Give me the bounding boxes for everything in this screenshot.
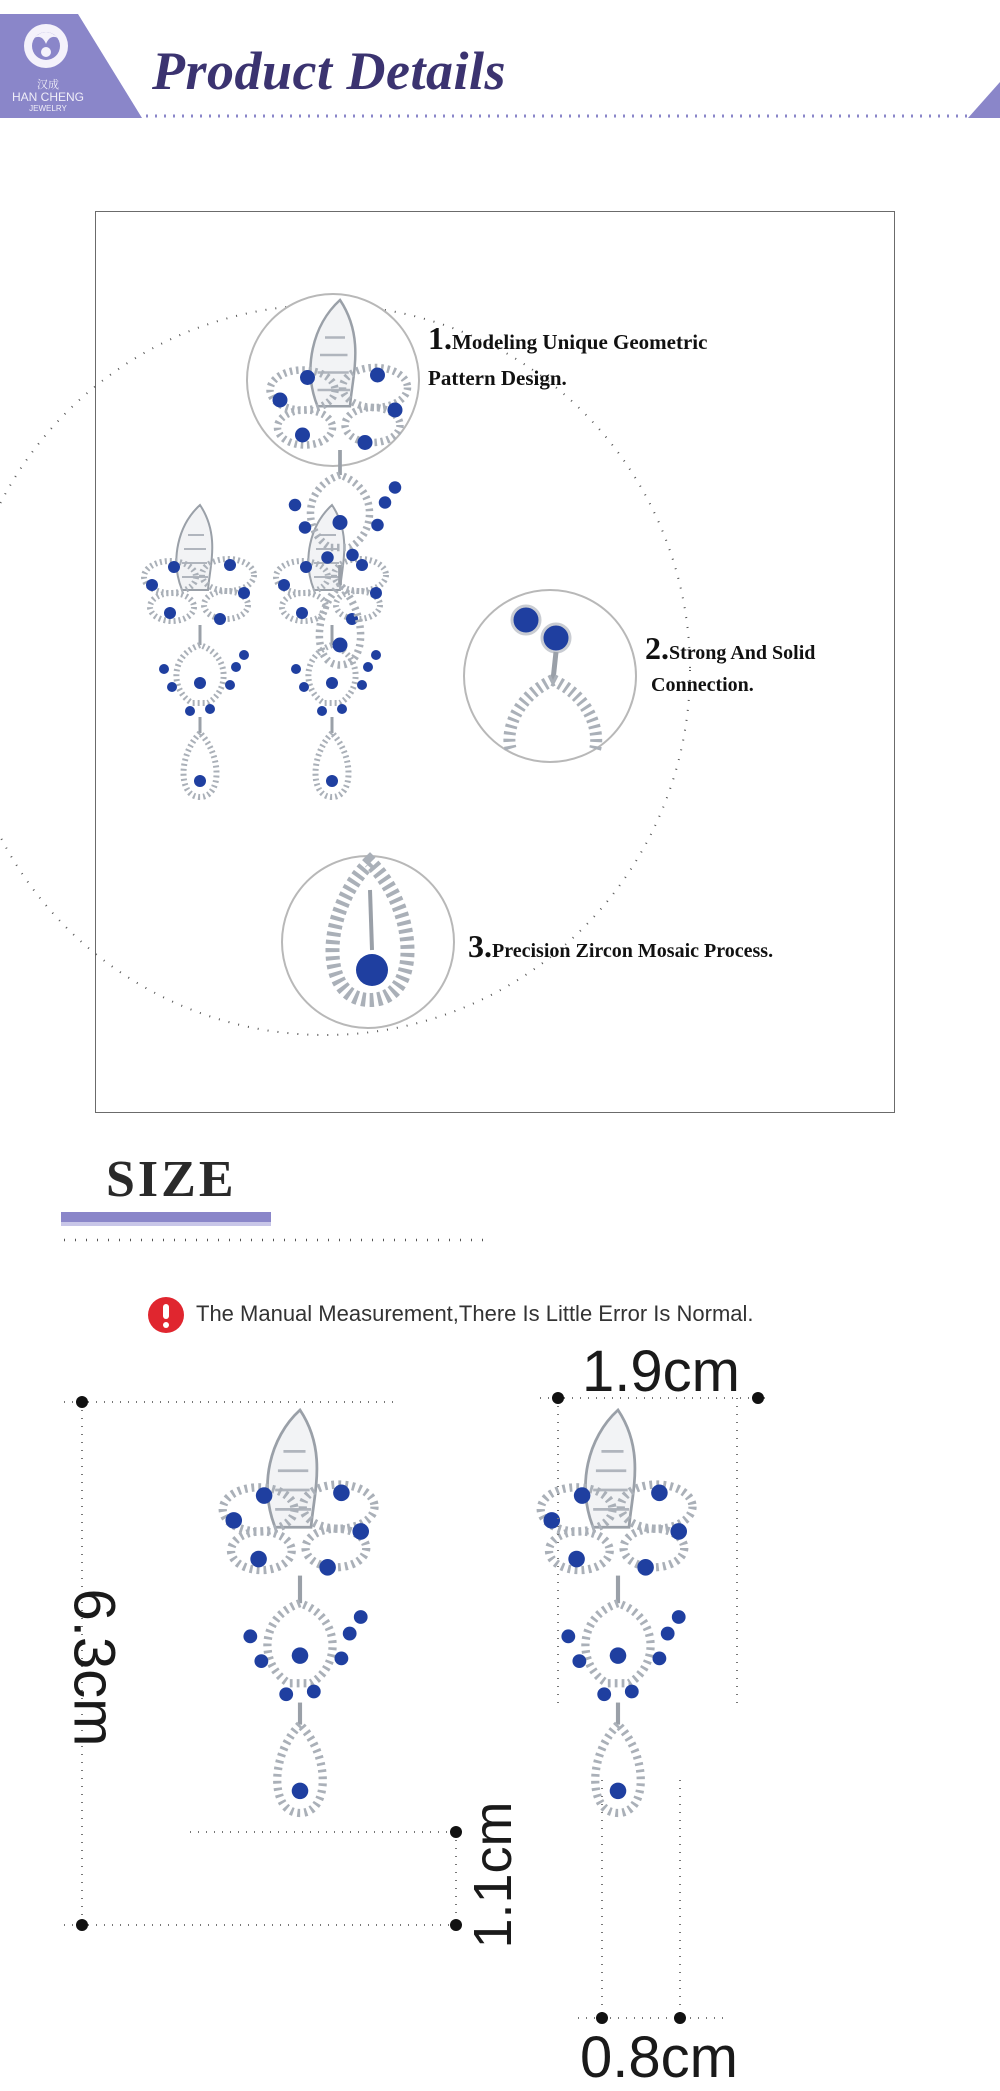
feature-3-line1: Precision Zircon Mosaic Process. bbox=[492, 940, 774, 962]
feature-1-line1: Modeling Unique Geometric bbox=[452, 330, 708, 354]
feature-1-line2: Pattern Design. bbox=[428, 366, 567, 390]
logo-chinese: 汉成 bbox=[37, 79, 59, 91]
page-title: Product Details bbox=[152, 41, 506, 101]
feature-3-number: 3. bbox=[468, 928, 492, 964]
exclamation-icon bbox=[147, 1296, 185, 1334]
detail-circle-connection bbox=[464, 590, 636, 762]
logo-sub: JEWELRY bbox=[29, 104, 67, 113]
feature-1-text bbox=[428, 320, 707, 396]
feature-2-text bbox=[645, 632, 815, 701]
earring-side-image bbox=[541, 1410, 693, 1813]
feature-3-text bbox=[468, 928, 773, 969]
size-underline bbox=[0, 1200, 1000, 1250]
logo-brand: HAN CHENG bbox=[11, 90, 84, 104]
measurement-notice: The Manual Measurement,There Is Little Error Is Normal. bbox=[196, 1301, 754, 1326]
feature-2-line1: Strong And Solid bbox=[669, 642, 816, 664]
feature-1-number: 1. bbox=[428, 320, 452, 356]
feature-2-line2: Connection. bbox=[651, 674, 754, 696]
feature-2-number: 2. bbox=[645, 630, 669, 666]
detail-circle-zircon bbox=[282, 856, 454, 1028]
size-heading: SIZE bbox=[106, 1151, 237, 1208]
earring-front-image bbox=[223, 1410, 375, 1813]
drop-length-label: 1.1cm bbox=[463, 1801, 523, 1949]
detail-circle-pattern bbox=[247, 294, 419, 665]
drop-width-label: 0.8cm bbox=[580, 2025, 738, 2090]
earring-left-image bbox=[144, 505, 254, 797]
width-label: 1.9cm bbox=[582, 1339, 740, 1404]
length-label: 6.3cm bbox=[61, 1588, 127, 1747]
